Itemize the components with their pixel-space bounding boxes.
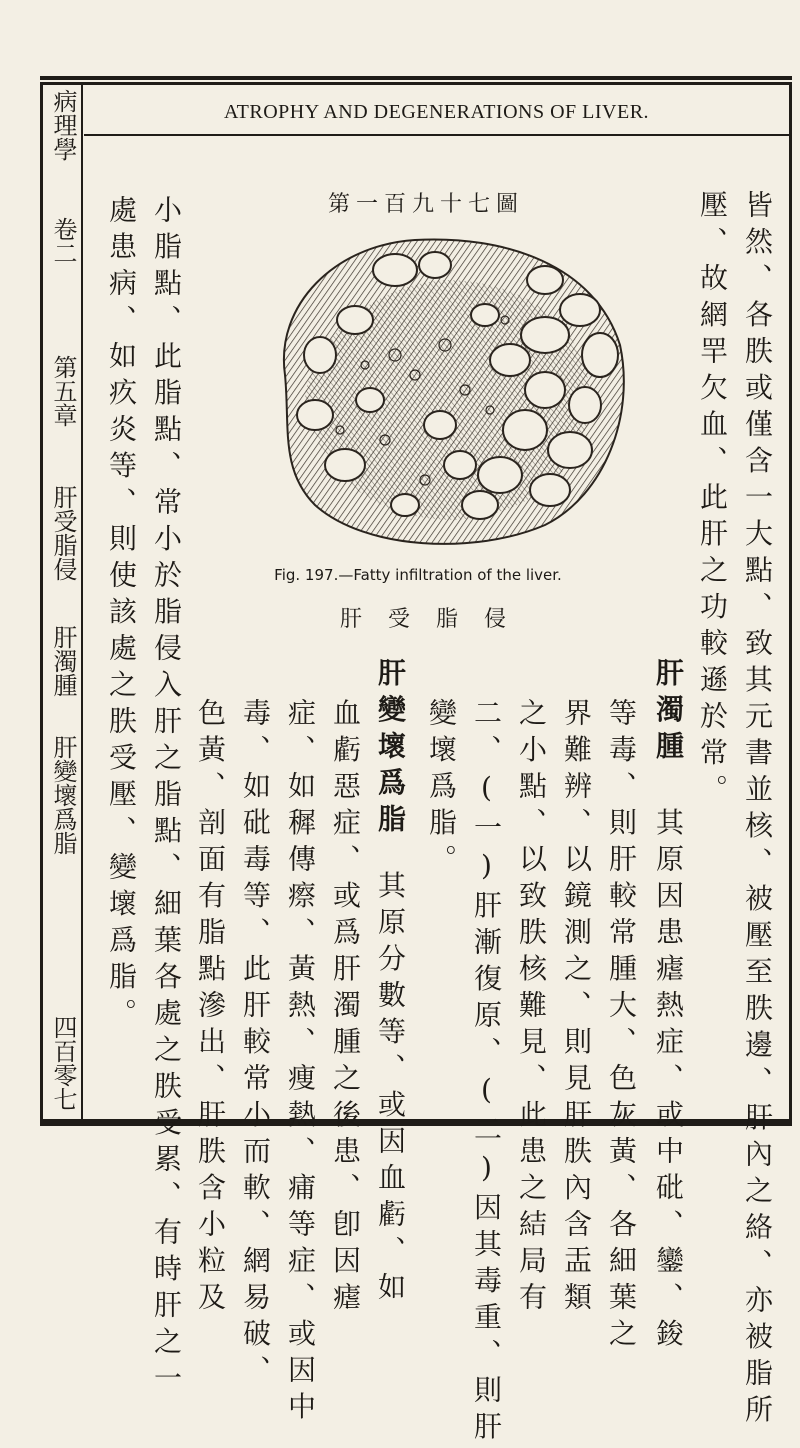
sidebar-volume: 卷二 xyxy=(49,217,77,265)
text-column-10: 血虧惡症、或爲肝濁腫之後患、卽因瘧 xyxy=(329,698,362,1319)
text-column-11: 症、如穉傳瘵、黃熱、痩熱、痡等症、或因中 xyxy=(284,698,317,1428)
text-column-4: 等毒、則肝較常腫大、色灰黃、各細葉之 xyxy=(605,698,638,1355)
sidebar-topic-fatty-degeneration: 肝變壞爲脂 xyxy=(49,735,77,855)
running-header xyxy=(84,90,789,136)
liver-tissue-drawing xyxy=(245,225,635,555)
section-heading-cloudy-swelling: 肝濁腫 xyxy=(652,658,685,768)
figure-fatty-liver-illustration xyxy=(245,225,635,559)
sidebar xyxy=(43,85,83,1119)
text-column-1: 皆然、各胅或僅含一大點、致其元書並核、被壓至胅邊、肝內之絡、亦被脂所 xyxy=(741,190,774,1431)
text-column-13: 色黃、剖面有脂點滲出、肝胅含小粒及 xyxy=(194,698,227,1319)
text-column-14: 小脂點、此脂點、常小於脂侵入肝之脂點、細葉各處之胅受累、有時肝之一 xyxy=(150,195,183,1400)
text-column-5: 界難辨、以鏡測之、則見肝胅內含㿻類 xyxy=(560,698,593,1319)
sidebar-topic-fatty-infiltration: 肝受脂侵 xyxy=(49,485,77,581)
figure-title: 第一百九十七圖 xyxy=(328,192,525,217)
running-title: ATROPHY AND DEGENERATIONS OF LIVER. xyxy=(223,101,650,123)
figure-caption: Fig. 197.—Fatty infiltration of the liver. xyxy=(274,566,562,584)
sidebar-page-number: 四百零七 xyxy=(49,1015,77,1111)
text-column-15: 處患病、如疚炎等、則使該處之胅受壓、變壞爲脂。 xyxy=(105,195,138,1035)
section-text-cloudy-swelling: 其原因患瘧熱症、或中砒、鑾、鋑 xyxy=(652,807,685,1355)
sidebar-topic-cloudy-swelling: 肝濁腫 xyxy=(49,625,77,697)
text-column-9 xyxy=(370,658,410,1309)
sidebar-book-title: 病理學 xyxy=(49,89,77,161)
figure-subtitle: 肝受脂侵 xyxy=(340,607,533,632)
text-column-7: 二、(一)肝漸復原、(二)因其毒重、則肝 xyxy=(470,698,503,1448)
section-heading-fatty-degeneration: 肝變壞爲脂 xyxy=(374,658,407,841)
section-text-fatty-degeneration: 其原分數等、或因血虧、如 xyxy=(374,870,407,1309)
top-rule xyxy=(40,76,792,80)
text-column-12: 毒、如砒毒等、此肝較常小而軟、網易破、 xyxy=(239,698,272,1392)
text-column-8: 變壞爲脂。 xyxy=(425,698,458,881)
text-column-2: 壓、故網䍐欠血、此肝之功較遜於常。 xyxy=(696,190,729,811)
text-column-6: 之小點、以致胅核難見、此患之結局有 xyxy=(515,698,548,1319)
sidebar-chapter: 第五章 xyxy=(49,355,77,427)
text-column-3 xyxy=(648,658,688,1355)
